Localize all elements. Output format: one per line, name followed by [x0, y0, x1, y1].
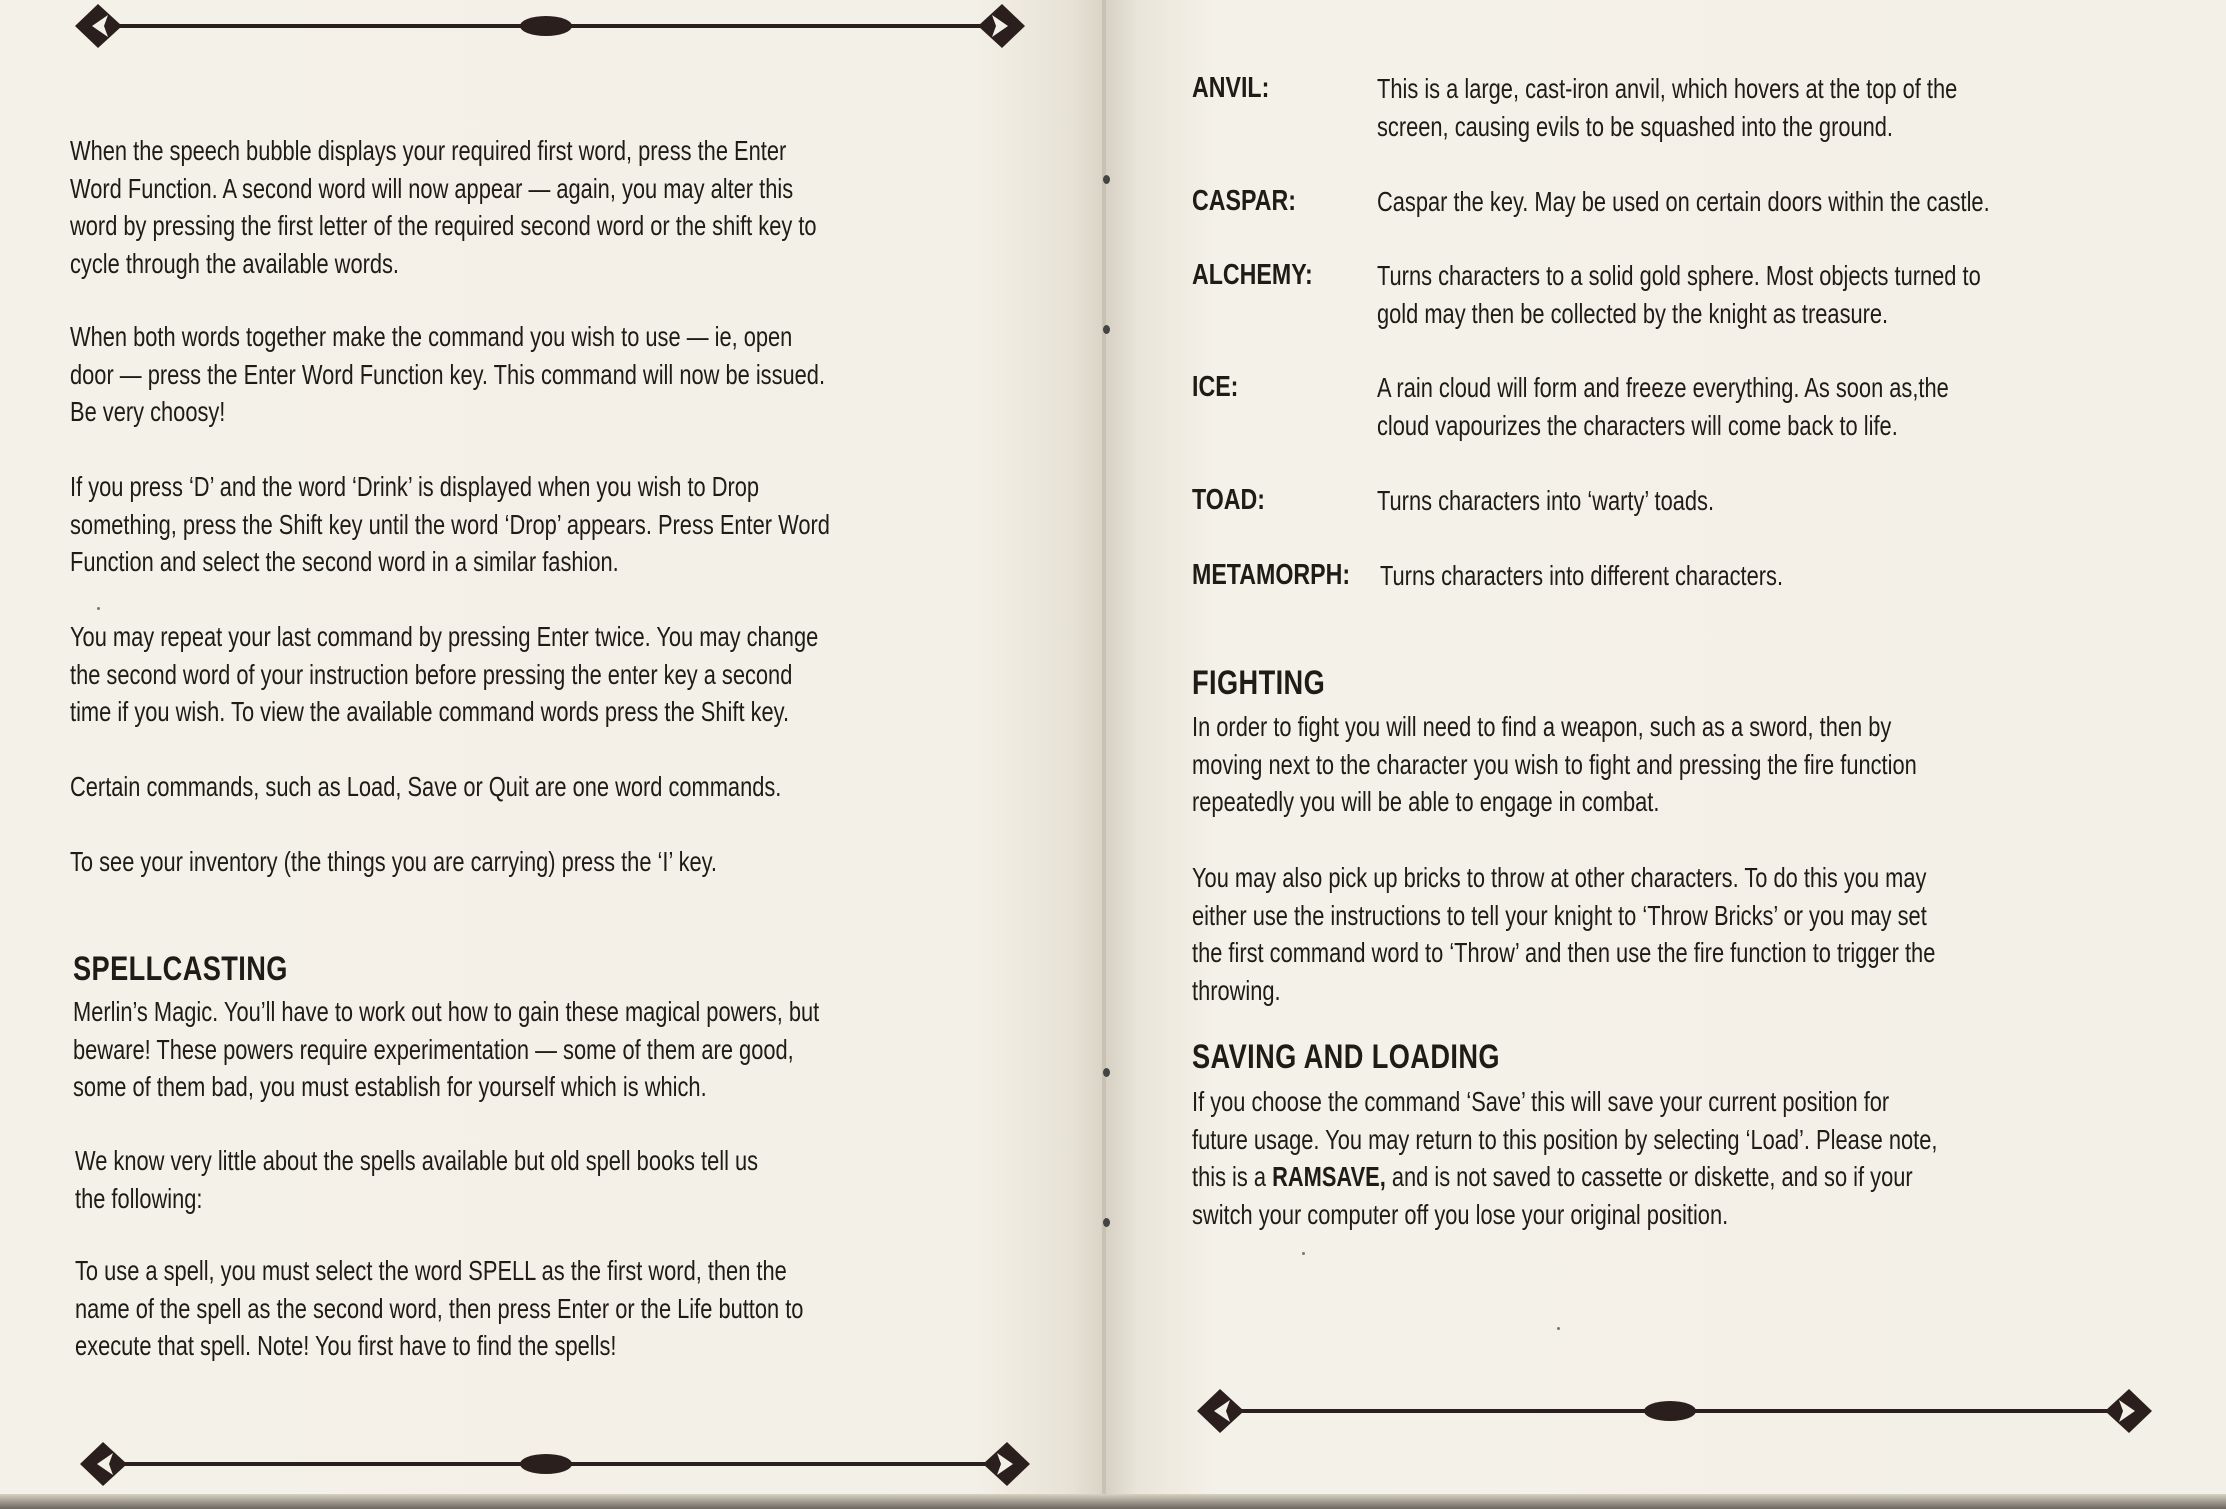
spell-desc-anvil	[1377, 70, 1957, 145]
binding-mark	[1103, 1068, 1110, 1077]
spellcasting-paragraph-3	[75, 1252, 803, 1365]
text-line: the first command word to ‘Throw’ and then use the fire function to trigger the	[1192, 937, 1936, 968]
spell-term-ice: ICE:	[1192, 371, 1239, 403]
spellcasting-paragraph-1	[73, 993, 819, 1106]
spell-desc-caspar	[1377, 183, 1990, 221]
text-line: time if you wish. To view the available command words press the Shift key.	[70, 696, 790, 727]
text-line: some of them bad, you must establish for yourself which is which.	[73, 1071, 707, 1102]
text-line: When the speech bubble displays your required first word, press the Enter	[70, 135, 787, 166]
text-line: repeatedly you will be able to engage in combat.	[1192, 786, 1660, 817]
saving-paragraph	[1192, 1083, 1937, 1233]
text-line: We know very little about the spells available but old spell books tell us	[75, 1145, 759, 1176]
left-paragraph-6	[70, 843, 717, 881]
fighting-paragraph-1	[1192, 708, 1917, 821]
text-line: This is a large, cast-iron anvil, which hovers at the top of the	[1377, 73, 1958, 104]
binding-mark	[1103, 1218, 1110, 1227]
ramsave-bold: RAMSAVE,	[1272, 1161, 1386, 1192]
page-bottom-edge	[0, 1494, 2226, 1509]
text-line: When both words together make the command you wish to use — ie, open	[70, 321, 793, 352]
text-line: word by pressing the first letter of the required second word or the shift key to	[70, 210, 817, 241]
text-line: execute that spell. Note! You first have to find the spells!	[75, 1330, 617, 1361]
text-line: To use a spell, you must select the word SPELL as the first word, then the	[75, 1255, 787, 1286]
text-line: To see your inventory (the things you are carrying) press the ‘I’ key.	[70, 846, 718, 877]
text-line: If you choose the command ‘Save’ this will save your current position for	[1192, 1086, 1890, 1117]
left-paragraph-3	[70, 468, 830, 581]
left-paragraph-5	[70, 768, 781, 806]
text-line-ramsave	[1192, 1158, 1937, 1196]
fighting-heading: FIGHTING	[1192, 664, 1326, 702]
text-line: Function and select the second word in a similar fashion.	[70, 546, 619, 577]
spell-term-caspar: CASPAR:	[1192, 185, 1296, 217]
text-line: You may repeat your last command by pressing Enter twice. You may change	[70, 621, 819, 652]
text-line: switch your computer off you lose your original position.	[1192, 1198, 1729, 1230]
ornament-top-left	[70, 2, 1030, 54]
text-line: gold may then be collected by the knight as treasure.	[1377, 297, 1889, 329]
left-paragraph-1	[70, 132, 817, 282]
text-line: You may also pick up bricks to throw at other characters. To do this you may	[1192, 862, 1927, 893]
spell-term-toad: TOAD:	[1192, 484, 1266, 516]
text-line: Caspar the key. May be used on certain doors within the castle.	[1377, 186, 1990, 217]
paper-speck	[97, 607, 100, 610]
text-line: future usage. You may return to this position by selecting ‘Load’. Please note,	[1192, 1123, 1938, 1155]
text-line: Be very choosy!	[70, 396, 226, 427]
text-line: A rain cloud will form and freeze everything. As soon as,the	[1377, 372, 1949, 403]
text-line: In order to fight you will need to find a weapon, such as a sword, then by	[1192, 711, 1892, 742]
text-line: cycle through the available words.	[70, 247, 400, 279]
text-line: Word Function. A second word will now appear — again, you may alter this	[70, 172, 794, 204]
book-spine	[1102, 0, 1106, 1509]
left-paragraph-2	[70, 318, 825, 431]
text-line: name of the spell as the second word, then press Enter or the Life button to	[75, 1292, 804, 1324]
spell-term-anvil: ANVIL:	[1192, 72, 1270, 104]
spell-term-metamorph: METAMORPH:	[1192, 559, 1351, 591]
text-fragment: and is not saved to cassette or diskette, and so if your	[1385, 1161, 1913, 1192]
text-line: Turns characters to a solid gold sphere. Most objects turned to	[1377, 260, 1981, 291]
text-line: cloud vapourizes the characters will come back to life.	[1377, 409, 1898, 441]
spell-desc-ice	[1377, 369, 1949, 444]
text-line: screen, causing evils to be squashed into the ground.	[1377, 110, 1894, 142]
text-line: Turns characters into different characters.	[1380, 560, 1784, 591]
paper-speck	[1302, 1252, 1305, 1255]
text-line: throwing.	[1192, 974, 1281, 1006]
text-line: something, press the Shift key until the word ‘Drop’ appears. Press Enter Word	[70, 508, 830, 540]
text-line: If you press ‘D’ and the word ‘Drink’ is displayed when you wish to Drop	[70, 471, 760, 502]
paper-speck	[1557, 1327, 1560, 1330]
spell-desc-metamorph	[1380, 557, 1783, 595]
ornament-bottom-right	[1192, 1385, 2157, 1437]
text-fragment: this is a	[1192, 1161, 1273, 1192]
spell-desc-alchemy	[1377, 257, 1981, 332]
text-line: Certain commands, such as Load, Save or Quit are one word commands.	[70, 771, 782, 802]
binding-mark	[1103, 175, 1110, 184]
fighting-paragraph-2	[1192, 859, 1935, 1009]
saving-heading: SAVING AND LOADING	[1192, 1038, 1500, 1076]
spell-term-alchemy: ALCHEMY:	[1192, 259, 1313, 291]
text-line: door — press the Enter Word Function key. This command will now be issued.	[70, 358, 826, 390]
text-line: moving next to the character you wish to fight and pressing the fire function	[1192, 748, 1917, 780]
binding-mark	[1103, 325, 1110, 334]
text-line: the second word of your instruction before pressing the enter key a second	[70, 658, 793, 690]
text-line: beware! These powers require experimentation — some of them are good,	[73, 1033, 794, 1065]
spell-desc-toad	[1377, 482, 1714, 520]
text-line: either use the instructions to tell your knight to ‘Throw Bricks’ or you may set	[1192, 899, 1927, 931]
text-line: Merlin’s Magic. You’ll have to work out how to gain these magical powers, but	[73, 996, 820, 1027]
text-line: Turns characters into ‘warty’ toads.	[1377, 485, 1715, 516]
spellcasting-heading: SPELLCASTING	[73, 950, 288, 988]
ornament-bottom-left	[75, 1438, 1035, 1490]
left-paragraph-4	[70, 618, 818, 731]
spellcasting-paragraph-2	[75, 1142, 758, 1217]
text-line: the following:	[75, 1182, 203, 1214]
